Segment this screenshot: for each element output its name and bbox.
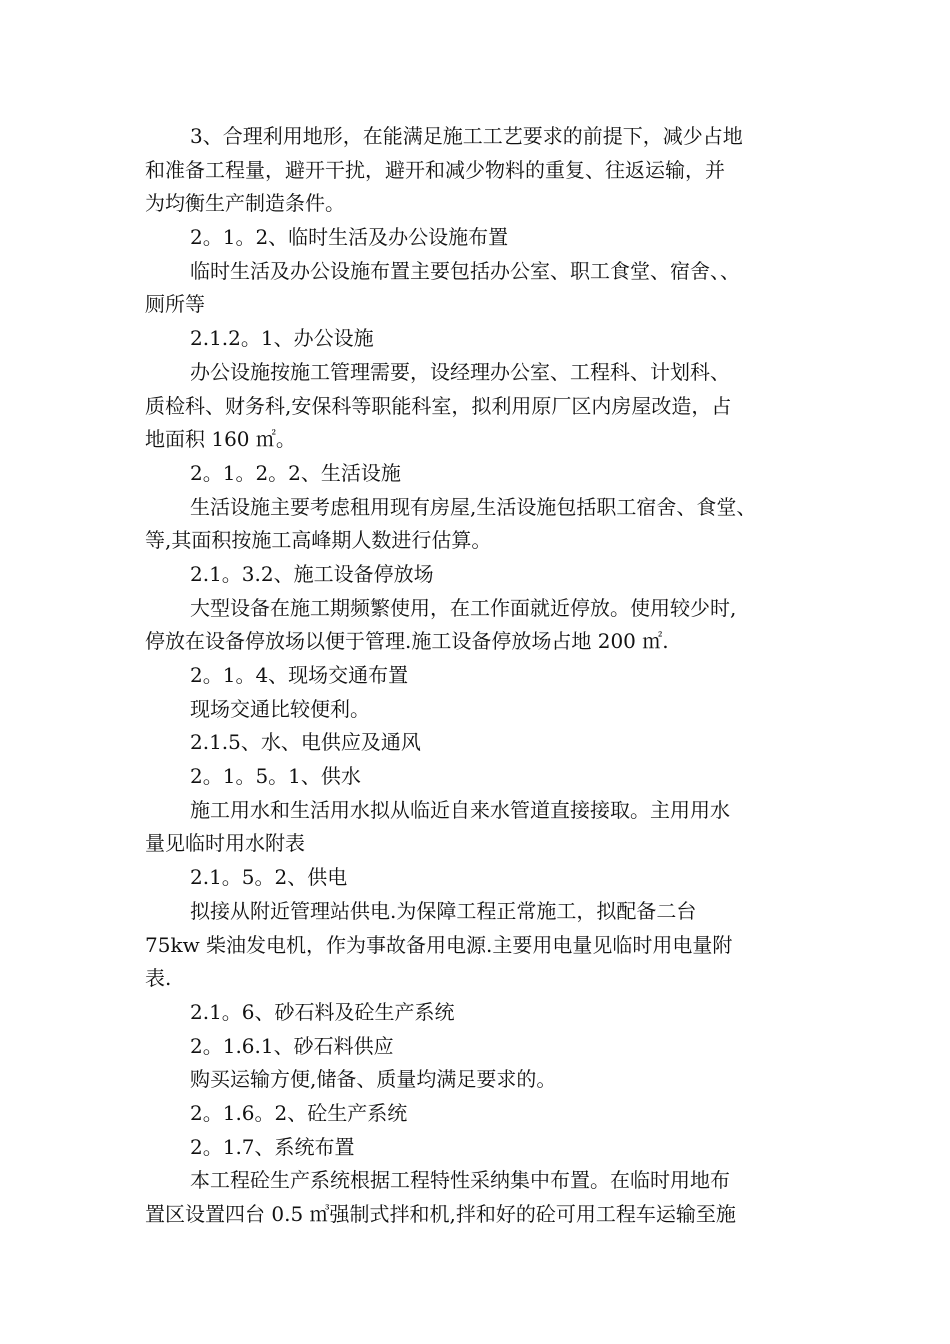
text-line: 3、合理利用地形，在能满足施工工艺要求的前提下，减少占地 — [190, 124, 743, 148]
text-line: 2。1.7、系统布置 — [190, 1134, 355, 1159]
text-line: 大型设备在施工期频繁使用，在工作面就近停放。使用较少时, — [190, 595, 737, 620]
text-line: 2。1.6。2、砼生产系统 — [190, 1100, 408, 1125]
text-line: 办公设施按施工管理需要，设经理办公室、工程科、计划科、 — [190, 359, 730, 384]
text-line: 为均衡生产制造条件。 — [145, 191, 345, 216]
text-line: 2.1。6、砂石料及砼生产系统 — [190, 999, 455, 1024]
text-line: 2。1。4、现场交通布置 — [190, 663, 409, 687]
text-line: 2。1。2。2、生活设施 — [190, 460, 401, 485]
text-line: 质检科、财务科,安保科等职能科室，拟利用原厂区内房屋改造，占 — [145, 393, 732, 418]
text-line: 生活设施主要考虑租用现有房屋,生活设施包括职工宿舍、食堂、 — [190, 494, 757, 519]
text-line: 等,其面积按施工高峰期人数进行估算。 — [145, 528, 492, 553]
text-line: 停放在设备停放场以便于管理.施工设备停放场占地 200 ㎡. — [145, 629, 669, 654]
text-line: 购买运输方便,储备、质量均满足要求的。 — [190, 1067, 557, 1092]
text-line: 75kw 柴油发电机，作为事故备用电源.主要用电量见临时用电量附 — [145, 932, 733, 957]
text-line: 2。1。2、临时生活及办公设施布置 — [190, 225, 509, 250]
text-line: 2。1。5。1、供水 — [190, 764, 361, 789]
text-line: 现场交通比较便利。 — [190, 696, 370, 721]
text-line: 本工程砼生产系统根据工程特性采纳集中布置。在临时用地布 — [190, 1168, 730, 1193]
text-line: 2。1.6.1、砂石料供应 — [190, 1033, 394, 1058]
text-line: 厕所等 — [145, 292, 205, 317]
text-line: 2.1。3.2、施工设备停放场 — [190, 561, 434, 586]
text-line: 置区设置四台 0.5 ㎥强制式拌和机,拌和好的砼可用工程车运输至施 — [145, 1202, 736, 1226]
text-line: 临时生活及办公设施布置主要包括办公室、职工食堂、宿舍、、 — [190, 258, 740, 283]
text-line: 和准备工程量，避开干扰，避开和减少物料的重复、往返运输，并 — [145, 157, 725, 182]
text-line: 量见临时用水附表 — [145, 831, 305, 856]
text-line: 表. — [145, 966, 172, 991]
text-line: 2.1.2。1、办公设施 — [190, 326, 374, 351]
text-line: 拟接从附近管理站供电.为保障工程正常施工，拟配备二台 — [190, 898, 697, 923]
text-line: 施工用水和生活用水拟从临近自来水管道直接接取。主用用水 — [190, 797, 730, 822]
text-line: 2.1。5。2、供电 — [190, 865, 348, 890]
text-line: 2.1.5、水、电供应及通风 — [190, 730, 421, 755]
text-line: 地面积 160 ㎡。 — [145, 427, 296, 452]
document-body — [145, 120, 815, 1232]
